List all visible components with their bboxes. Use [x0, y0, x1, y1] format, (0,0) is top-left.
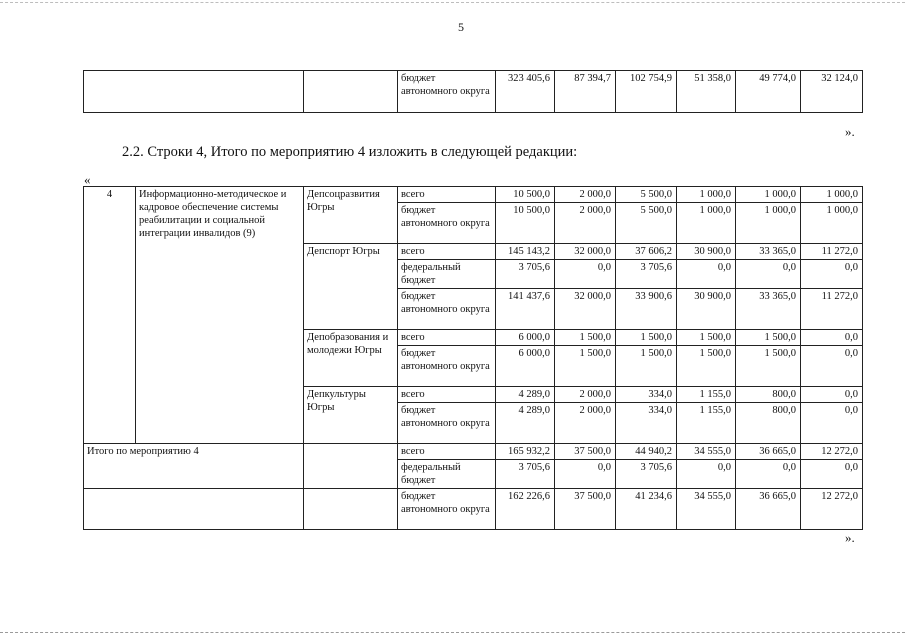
- amount-year-cell: 0,0: [801, 260, 863, 289]
- amount-year-cell: 2 000,0: [555, 203, 616, 244]
- amount-year-cell: 12 272,0: [801, 444, 863, 460]
- amount-total-cell: 6 000,0: [496, 346, 555, 387]
- amount-year-cell: 0,0: [736, 460, 801, 489]
- funding-source-cell: всего: [398, 444, 496, 460]
- amount-year-cell: 334,0: [616, 403, 677, 444]
- item-name-cell: Информационно-методическое и кадровое обеспечение системы реабилитации и социальной интеграции инвалидов (9): [136, 187, 304, 444]
- amount-year-cell: 41 234,6: [616, 489, 677, 530]
- amount-year-cell: 11 272,0: [801, 244, 863, 260]
- empty-cell: [304, 444, 398, 489]
- amount-year-cell: 800,0: [736, 387, 801, 403]
- amount-year-cell: 1 000,0: [677, 187, 736, 203]
- amount-year-cell: 34 555,0: [677, 489, 736, 530]
- amount-year-cell: 1 155,0: [677, 387, 736, 403]
- scan-edge-top: [0, 2, 905, 3]
- funding-source-cell: всего: [398, 244, 496, 260]
- amount-year-cell: 1 000,0: [736, 187, 801, 203]
- amount-total-cell: 323 405,6: [496, 71, 555, 113]
- amount-year-cell: 12 272,0: [801, 489, 863, 530]
- amount-year-cell: 0,0: [801, 346, 863, 387]
- amount-year-cell: 37 500,0: [555, 444, 616, 460]
- funding-source-cell: всего: [398, 387, 496, 403]
- amount-year-cell: 0,0: [801, 403, 863, 444]
- amount-year-cell: 0,0: [736, 260, 801, 289]
- item-number-cell: 4: [84, 187, 136, 444]
- amount-year-cell: 1 500,0: [736, 346, 801, 387]
- amount-year-cell: 36 665,0: [736, 489, 801, 530]
- amount-year-cell: 0,0: [677, 460, 736, 489]
- amount-year-cell: 1 000,0: [801, 203, 863, 244]
- amount-year-cell: 1 500,0: [677, 346, 736, 387]
- empty-cell: [304, 71, 398, 113]
- funding-source-cell: федеральный бюджет: [398, 460, 496, 489]
- amount-year-cell: 1 500,0: [555, 330, 616, 346]
- amount-year-cell: 800,0: [736, 403, 801, 444]
- amount-total-cell: 165 932,2: [496, 444, 555, 460]
- amount-year-cell: 44 940,2: [616, 444, 677, 460]
- amount-year-cell: 37 606,2: [616, 244, 677, 260]
- amount-total-cell: 162 226,6: [496, 489, 555, 530]
- amount-year-cell: 334,0: [616, 387, 677, 403]
- table-row: [84, 187, 863, 203]
- amount-year-cell: 36 665,0: [736, 444, 801, 460]
- amount-year-cell: 1 155,0: [677, 403, 736, 444]
- funding-source-cell: бюджет автономного округа: [398, 289, 496, 330]
- amount-total-cell: 10 500,0: [496, 187, 555, 203]
- closing-quote: ».: [845, 124, 855, 139]
- executor-cell: Депобразования и молодежи Югры: [304, 330, 398, 387]
- amount-year-cell: 32 000,0: [555, 244, 616, 260]
- amount-year-cell: 0,0: [555, 460, 616, 489]
- amount-year-cell: 33 365,0: [736, 244, 801, 260]
- closing-quote: ».: [845, 530, 855, 545]
- amount-year-cell: 51 358,0: [677, 71, 736, 113]
- table-row: [84, 489, 863, 530]
- amount-year-cell: 1 000,0: [801, 187, 863, 203]
- amount-year-cell: 11 272,0: [801, 289, 863, 330]
- amount-year-cell: 49 774,0: [736, 71, 801, 113]
- continuation-table: [83, 70, 863, 113]
- amount-year-cell: 30 900,0: [677, 244, 736, 260]
- amount-total-cell: 141 437,6: [496, 289, 555, 330]
- amount-year-cell: 1 500,0: [555, 346, 616, 387]
- amount-year-cell: 0,0: [677, 260, 736, 289]
- amount-total-cell: 4 289,0: [496, 387, 555, 403]
- amount-total-cell: 145 143,2: [496, 244, 555, 260]
- section-heading: 2.2. Строки 4, Итого по мероприятию 4 изложить в следующей редакции:: [122, 144, 578, 160]
- funding-source-cell: бюджет автономного округа: [398, 346, 496, 387]
- executor-cell: Депспорт Югры: [304, 244, 398, 330]
- amount-total-cell: 4 289,0: [496, 403, 555, 444]
- amount-year-cell: 87 394,7: [555, 71, 616, 113]
- amount-year-cell: 1 500,0: [677, 330, 736, 346]
- amount-year-cell: 1 500,0: [736, 330, 801, 346]
- amount-year-cell: 5 500,0: [616, 203, 677, 244]
- amount-year-cell: 2 000,0: [555, 187, 616, 203]
- amount-total-cell: 3 705,6: [496, 460, 555, 489]
- amount-year-cell: 0,0: [801, 387, 863, 403]
- amount-year-cell: 0,0: [801, 460, 863, 489]
- amount-year-cell: 30 900,0: [677, 289, 736, 330]
- amount-year-cell: 2 000,0: [555, 403, 616, 444]
- funding-source-cell: бюджет автономного округа: [398, 489, 496, 530]
- amount-year-cell: 33 900,6: [616, 289, 677, 330]
- funding-source-cell: бюджет автономного округа: [398, 403, 496, 444]
- table-row: [84, 444, 863, 460]
- amount-year-cell: 0,0: [801, 330, 863, 346]
- funding-source-cell: бюджет автономного округа: [398, 71, 496, 113]
- amount-total-cell: 3 705,6: [496, 260, 555, 289]
- empty-cell: [84, 71, 304, 113]
- amount-year-cell: 102 754,9: [616, 71, 677, 113]
- funding-source-cell: федеральный бюджет: [398, 260, 496, 289]
- amount-year-cell: 1 500,0: [616, 330, 677, 346]
- funding-source-cell: всего: [398, 187, 496, 203]
- scan-edge-bottom: [0, 632, 905, 633]
- executor-cell: Депсоцразвития Югры: [304, 187, 398, 244]
- amount-year-cell: 32 124,0: [801, 71, 863, 113]
- page-number: 5: [458, 20, 464, 34]
- amount-year-cell: 1 000,0: [677, 203, 736, 244]
- amount-year-cell: 2 000,0: [555, 387, 616, 403]
- total-label-cell: Итого по мероприятию 4: [84, 444, 304, 489]
- table-row: [84, 71, 863, 113]
- executor-cell: Депкультуры Югры: [304, 387, 398, 444]
- main-table: [83, 186, 863, 530]
- amount-year-cell: 32 000,0: [555, 289, 616, 330]
- amount-year-cell: 37 500,0: [555, 489, 616, 530]
- empty-cell: [84, 489, 304, 530]
- amount-total-cell: 6 000,0: [496, 330, 555, 346]
- opening-quote: «: [84, 172, 91, 187]
- amount-year-cell: 5 500,0: [616, 187, 677, 203]
- funding-source-cell: всего: [398, 330, 496, 346]
- amount-year-cell: 34 555,0: [677, 444, 736, 460]
- amount-year-cell: 3 705,6: [616, 260, 677, 289]
- funding-source-cell: бюджет автономного округа: [398, 203, 496, 244]
- empty-cell: [304, 489, 398, 530]
- amount-year-cell: 1 500,0: [616, 346, 677, 387]
- amount-year-cell: 1 000,0: [736, 203, 801, 244]
- amount-year-cell: 3 705,6: [616, 460, 677, 489]
- amount-year-cell: 33 365,0: [736, 289, 801, 330]
- amount-total-cell: 10 500,0: [496, 203, 555, 244]
- amount-year-cell: 0,0: [555, 260, 616, 289]
